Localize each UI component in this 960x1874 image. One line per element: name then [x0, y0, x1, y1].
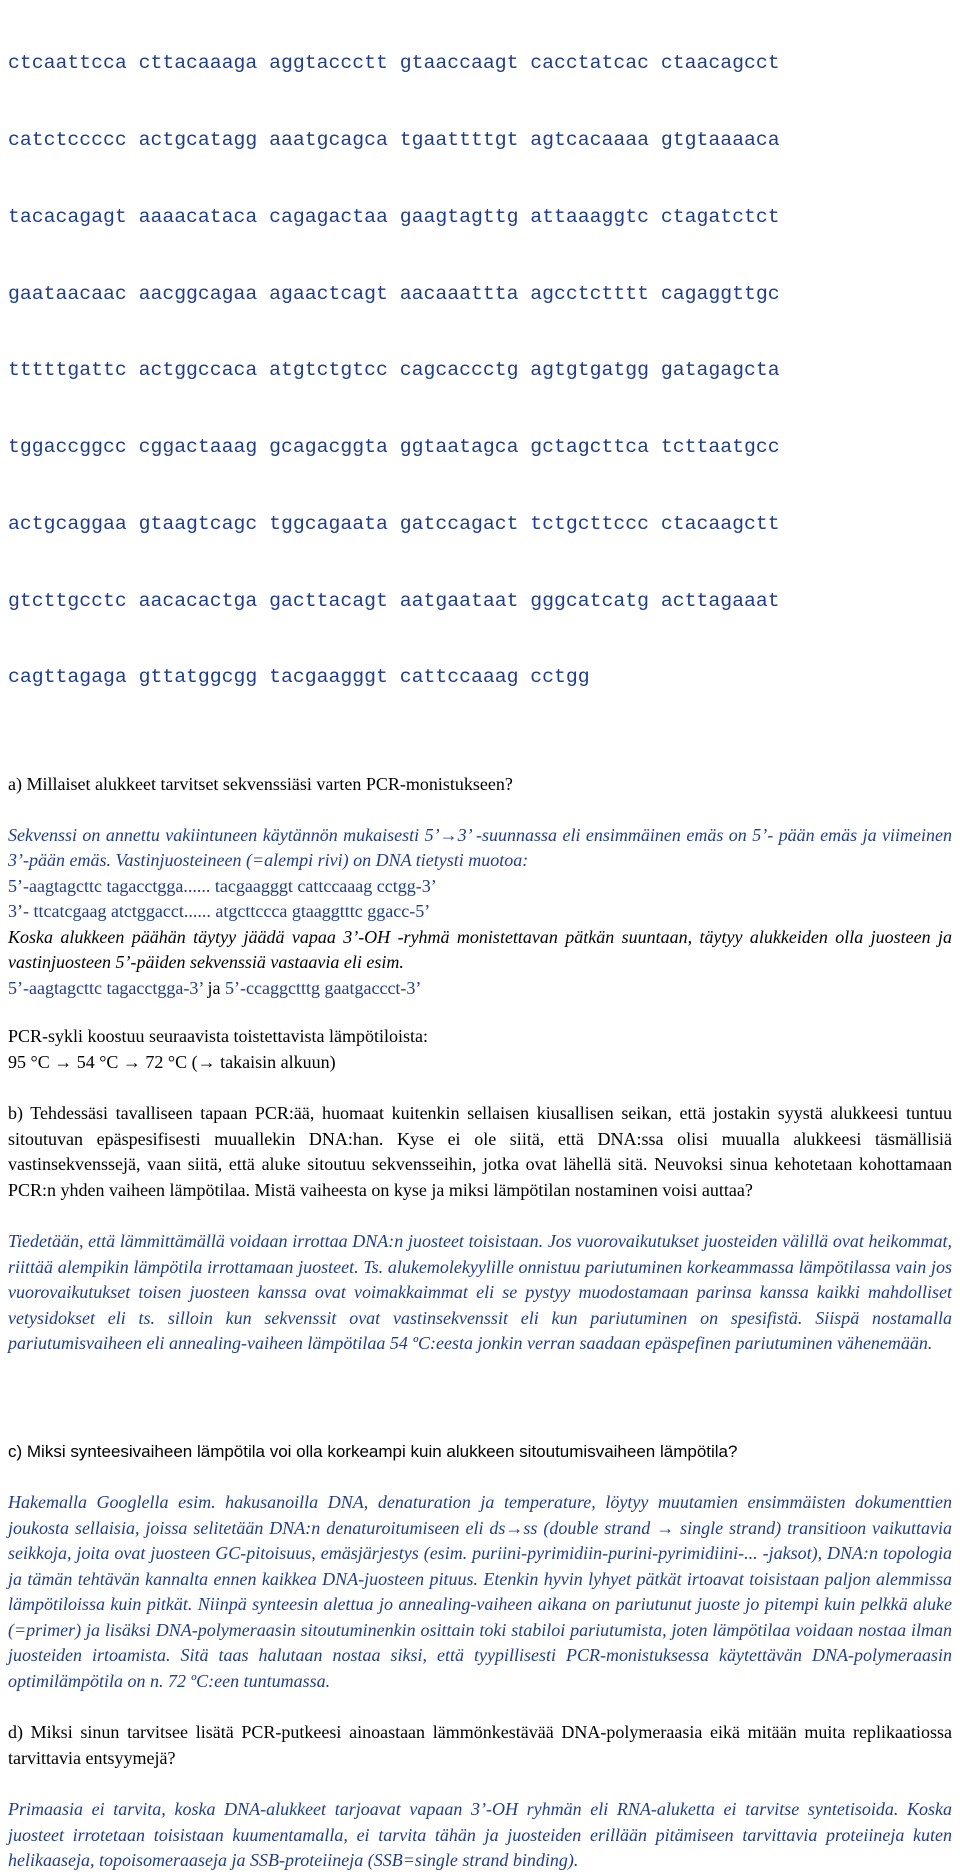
strand-bottom: 3’- ttcatcgaag atctggacct...... atgcttccca gtaaggtttc ggacc-5’	[8, 901, 431, 922]
sequence-row: gaataacaac aacggcagaa agaactcagt aacaaattta agcctctttt cagaggttgc	[8, 282, 780, 305]
question-d: d) Miksi sinun tarvitsee lisätä PCR-putkeesi ainoastaan lämmönkestävää DNA-polymeraasia eikä mitään muita replikaatiossa tarvittavia entsyymejä?	[8, 1722, 952, 1768]
question-b: b) Tehdessäsi tavalliseen tapaan PCR:ää, huomaat kuitenkin sellaisen kiusallisen seikan, että jostakin syystä alukkeesi tuntuu sitoutuvan epäspesifisesti muuallekin DNA:han. Kyse ei ole siitä, että DNA:ssa olisi muualla alukkeesi täsmällisiä vastinsekvenssejä, vaan siitä, että aluke sitoutuu sekvensseihin, jotka ovat lähellä sitä. Neuvoksi sinua kehotetaan kohottamaan PCR:n yhden vaiheen lämpötilaa. Mistä vaiheesta on kyse ja miksi lämpötilan nostaminen voisi auttaa?	[8, 1103, 952, 1200]
sequence-row: gtcttgcctc aacacactga gacttacagt aatgaataat gggcatcatg acttagaaat	[8, 589, 780, 612]
answer-b: Tiedetään, että lämmittämällä voidaan irrottaa DNA:n juosteet toisistaan. Jos vuorovaikutukset juosteiden välillä ovat heikommat, riittää alempikin lämpötila irrottamaan juosteet. Ts. alukemolekyylille onnistuu pariutuminen korkeammassa lämpötilassa vain jos vuorovaikutukset toisen juosteen kanssa ovat voimakkaimmat eli se pystyy muodostamaan parinsa kanssa kaikki mahdolliset vetysidokset eli ts. silloin kun sekvenssit ovat vastinsekvenssit eli kun pariutuminen on spesifistä. Siispä nostamalla pariutumisvaiheen eli annealing-vaiheen lämpötilaa 54 ºC:eesta jonkin verran saadaan epäspefinen pariutuminen vähenemään.	[8, 1231, 952, 1354]
primer-reverse: 5’-ccaggctttg gaatgaccct-3’	[225, 977, 422, 998]
dna-sequence-block	[8, 0, 952, 742]
question-c: c) Miksi synteesivaiheen lämpötila voi olla korkeampi kuin alukkeen sitoutumisvaiheen lämpötila?	[8, 1441, 738, 1461]
pcr-cycle-title: PCR-sykli koostuu seuraavista toistettavista lämpötiloista:	[8, 1026, 428, 1047]
question-a: a) Millaiset alukkeet tarvitset sekvenssiäsi varten PCR-monistukseen?	[8, 774, 513, 795]
answer-a-complement-text: Vastinjuosteineen (=alempi rivi) on DNA tietysti muotoa:	[115, 850, 529, 871]
pcr-cycle-temps: 95 °C → 54 °C → 72 °C (→ takaisin alkuun)	[8, 1051, 336, 1072]
answer-d: Primaasia ei tarvita, koska DNA-alukkeet tarjoavat vapaan 3’-OH ryhmän eli RNA-aluketta ei tarvitse syntetisoida. Koska juosteet irrotetaan toisistaan kuumentamalla, ei tarvita tähän ja juosteiden erillään pitämiseen tarvittavia proteiineja kuten helikaaseja, topoisomeraaseja ja SSB-proteiineja (SSB=single strand binding).	[8, 1799, 952, 1871]
primer-forward: 5’-aagtagcttc tagacctgga-3’	[8, 977, 204, 998]
primer-line	[8, 976, 952, 1002]
sequence-row: tttttgattc actggccaca atgtctgtcc cagcaccctg agtgtgatgg gatagagcta	[8, 359, 780, 382]
sequence-row: catctccccc actgcatagg aaatgcagca tgaattttgt agtcacaaaa gtgtaaaaca	[8, 128, 780, 151]
answer-a-direction-text: Sekvenssi on annettu vakiintuneen käytännön mukaisesti 5’→3’ -suunnassa eli ensimmäinen emäs on 5’- pään emäs ja viimeinen 3’-pään emäs.	[8, 824, 952, 871]
answer-a-primer-explanation: Koska alukkeen päähän täytyy jäädä vapaa 3’-OH -ryhmä monistettavan pätkän suuntaan, täytyy alukkeiden olla juosteen ja vastinjuosteen 5’-päiden sekvenssiä vastaavia eli esim.	[8, 926, 952, 973]
sequence-row: cagttagaga gttatggcgg tacgaagggt cattccaaag cctgg	[8, 666, 590, 689]
sequence-row: actgcaggaa gtaagtcagc tggcagaata gatccagact tctgcttccc ctacaagctt	[8, 512, 780, 535]
sequence-row: tacacagagt aaaacataca cagagactaa gaagtagttg attaaaggtc ctagatctct	[8, 205, 780, 228]
sequence-row: tggaccggcc cggactaaag gcagacggta ggtaatagca gctagcttca tcttaatgcc	[8, 436, 780, 459]
answer-a-paragraph	[8, 823, 952, 874]
primer-and: ja	[207, 977, 221, 998]
answer-c: Hakemalla Googlella esim. hakusanoilla DNA, denaturation ja temperature, löytyy muutamien ensimmäisten dokumenttien joukosta sellaisia, joissa selitetään DNA:n denaturoitumiseen eli ds→ss (double strand → single strand) transitioon vaikuttavia seikkoja, joita ovat juosteen GC-pitoisuus, emäsjärjestys (esim. puriini-pyrimidiin-purini-pyrimidiini-... -jaksot), DNA:n topologia ja tämän tehtävän kannalta ennen kaikkea DNA-juosteen pituus. Etenkin hyvin lyhyet pätkät irtoavat toisistaan paljon alemmissa lämpötiloissa kuin pitkät. Niinpä synteesin alettua jo annealing-vaiheen aikana on pariutunut juoste jo pitempi kuin pelkkä aluke (=primer) ja lisäksi DNA-polymeraasin sitoutuminenkin osittain toki stabiloi pariutumista, joten lämpötilaa voidaan nostaa ilman juosteiden irtoamista. Sitä taas halutaan nostaa siksi, että tyypillisesti PCR-monistuksessa käytettävän DNA-polymeraasin optimilämpötila on n. 72 ºC:een tuntumassa.	[8, 1492, 952, 1691]
sequence-row: ctcaattcca cttacaaaga aggtaccctt gtaaccaagt cacctatcac ctaacagcct	[8, 52, 780, 75]
strand-top: 5’-aagtagcttc tagacctgga...... tacgaagggt cattccaaag cctgg-3’	[8, 875, 437, 896]
